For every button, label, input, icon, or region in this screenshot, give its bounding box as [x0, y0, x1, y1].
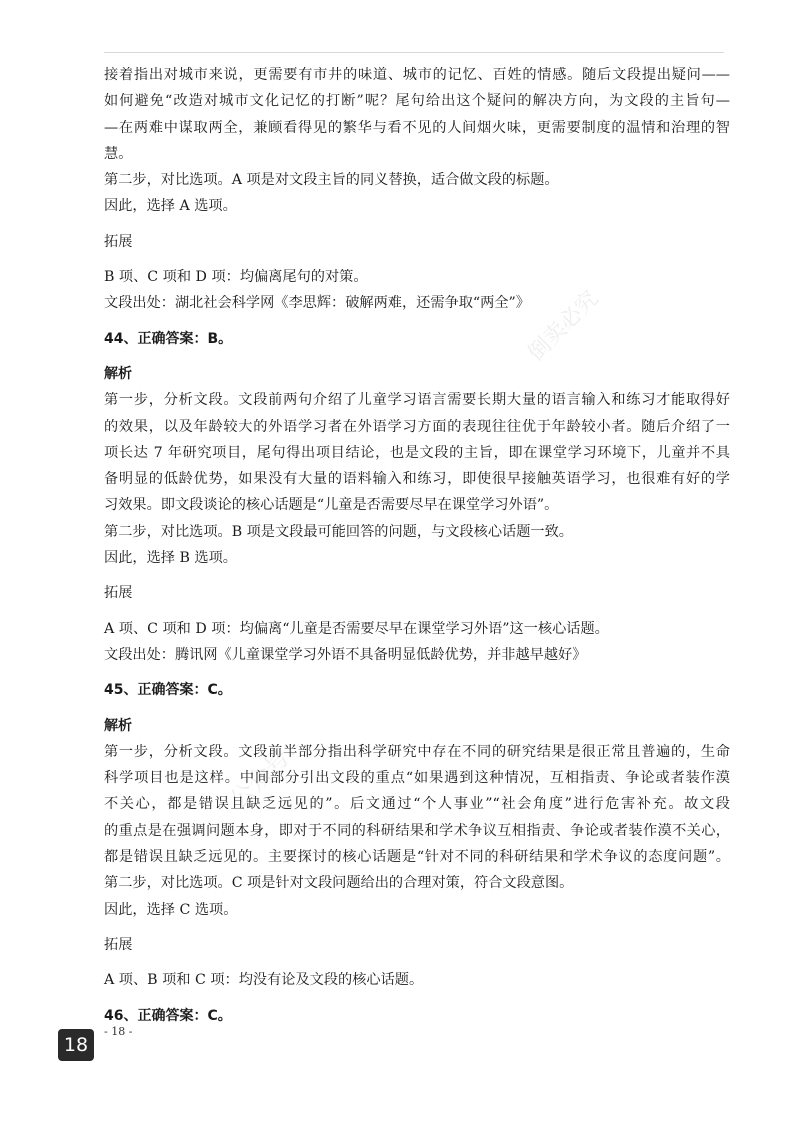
text-line: 接着指出对城市来说，更需要有市井的味道、城市的记忆、百姓的情感。随后文段提出疑问——: [104, 67, 730, 83]
text-line: 如何避免“改造对城市文化记忆的打断”呢？尾句给出这个疑问的解决方向，为文段的主旨句—: [104, 93, 730, 110]
text-line: B 项、C 项和 D 项：均偏离尾句的对策。: [104, 269, 368, 286]
watermark: 倒卖必究: [523, 286, 604, 367]
text-line: 因此，选择 B 选项。: [104, 550, 237, 567]
text-line: 拓展: [104, 936, 133, 953]
page-number-badge: 18: [58, 1029, 94, 1061]
text-line: 都是错误且缺乏远见的。主要探讨的核心话题是“针对不同的科研结果和学术争议的态度问题”。: [104, 849, 730, 866]
text-line: 科学项目也是这样。中间部分引出文段的重点“如果遇到这种情况，互相指责、争论或者装作漠: [104, 770, 730, 787]
top-divider: [104, 52, 724, 53]
text-line: 第二步，对比选项。B 项是文段最可能回答的问题，与文段核心话题一致。: [104, 523, 573, 540]
text-line: 的效果，以及年龄较大的外语学习者在外语学习方面的表现往往优于年龄较小者。随后介绍了一: [104, 418, 730, 435]
answer-heading: 44、正确答案：B。: [104, 330, 233, 347]
text-line: 拓展: [104, 233, 133, 250]
text-line: 文段出处：湖北社会科学网《李思辉：破解两难，还需争取“两全”》: [104, 295, 530, 312]
watermark: 公众号：: [224, 726, 312, 815]
text-line: A 项、B 项和 C 项：均没有论及文段的核心话题。: [104, 972, 424, 989]
text-line: 第二步，对比选项。A 项是对文段主旨的同义替换，适合做文段的标题。: [104, 172, 559, 189]
text-line: 文段出处：腾讯网《儿童课堂学习外语不具备明显低龄优势，并非越早越好》: [104, 646, 587, 663]
text-line: 项长达 7 年研究项目，尾句得出项目结论，也是文段的主旨，即在课堂学习环境下，儿童并不具: [104, 444, 730, 461]
text-line: 第二步，对比选项。C 项是针对文段问题给出的合理对策，符合文段意图。: [104, 875, 574, 892]
text-line: 的重点是在强调问题本身，即对于不同的科研结果和学术争议互相指责、争论或者装作漠不关心，: [104, 822, 730, 839]
text-line: 习效果。即文段谈论的核心话题是“儿童是否需要尽早在课堂学习外语”。: [104, 497, 559, 514]
text-line: 拓展: [104, 585, 133, 602]
section-heading: 解析: [104, 365, 132, 382]
text-line: 不关心，都是错误且缺乏远见的”。后文通过“个人事业”“社会角度”进行危害补充。故文段: [104, 796, 730, 813]
text-line: 备明显的低龄优势，如果没有大量的语料输入和练习，即使很早接触英语学习，也很难有好的学: [104, 471, 730, 488]
document-body: [104, 62, 730, 1029]
page-footer-label: - 18 -: [104, 1025, 133, 1038]
text-line: —在两难中谋取两全，兼顾看得见的繁华与看不见的人间烟火味，更需要制度的温情和治理的智: [104, 119, 730, 136]
text-line: 第一步，分析文段。文段前两句介绍了儿童学习语言需要长期大量的语言输入和练习才能取得好: [104, 392, 730, 409]
answer-heading: 45、正确答案：C。: [104, 682, 232, 699]
section-heading: 解析: [104, 717, 132, 734]
text-line: 第一步，分析文段。文段前半部分指出科学研究中存在不同的研究结果是很正常且普遍的，生命: [104, 743, 730, 760]
text-line: 因此，选择 A 选项。: [104, 198, 237, 215]
text-line: 因此，选择 C 选项。: [104, 901, 238, 918]
text-line: A 项、C 项和 D 项：均偏离“儿童是否需要尽早在课堂学习外语”这一核心话题。: [104, 620, 609, 637]
answer-heading: 46、正确答案：C。: [104, 1007, 232, 1024]
text-line: 慧。: [104, 145, 133, 162]
